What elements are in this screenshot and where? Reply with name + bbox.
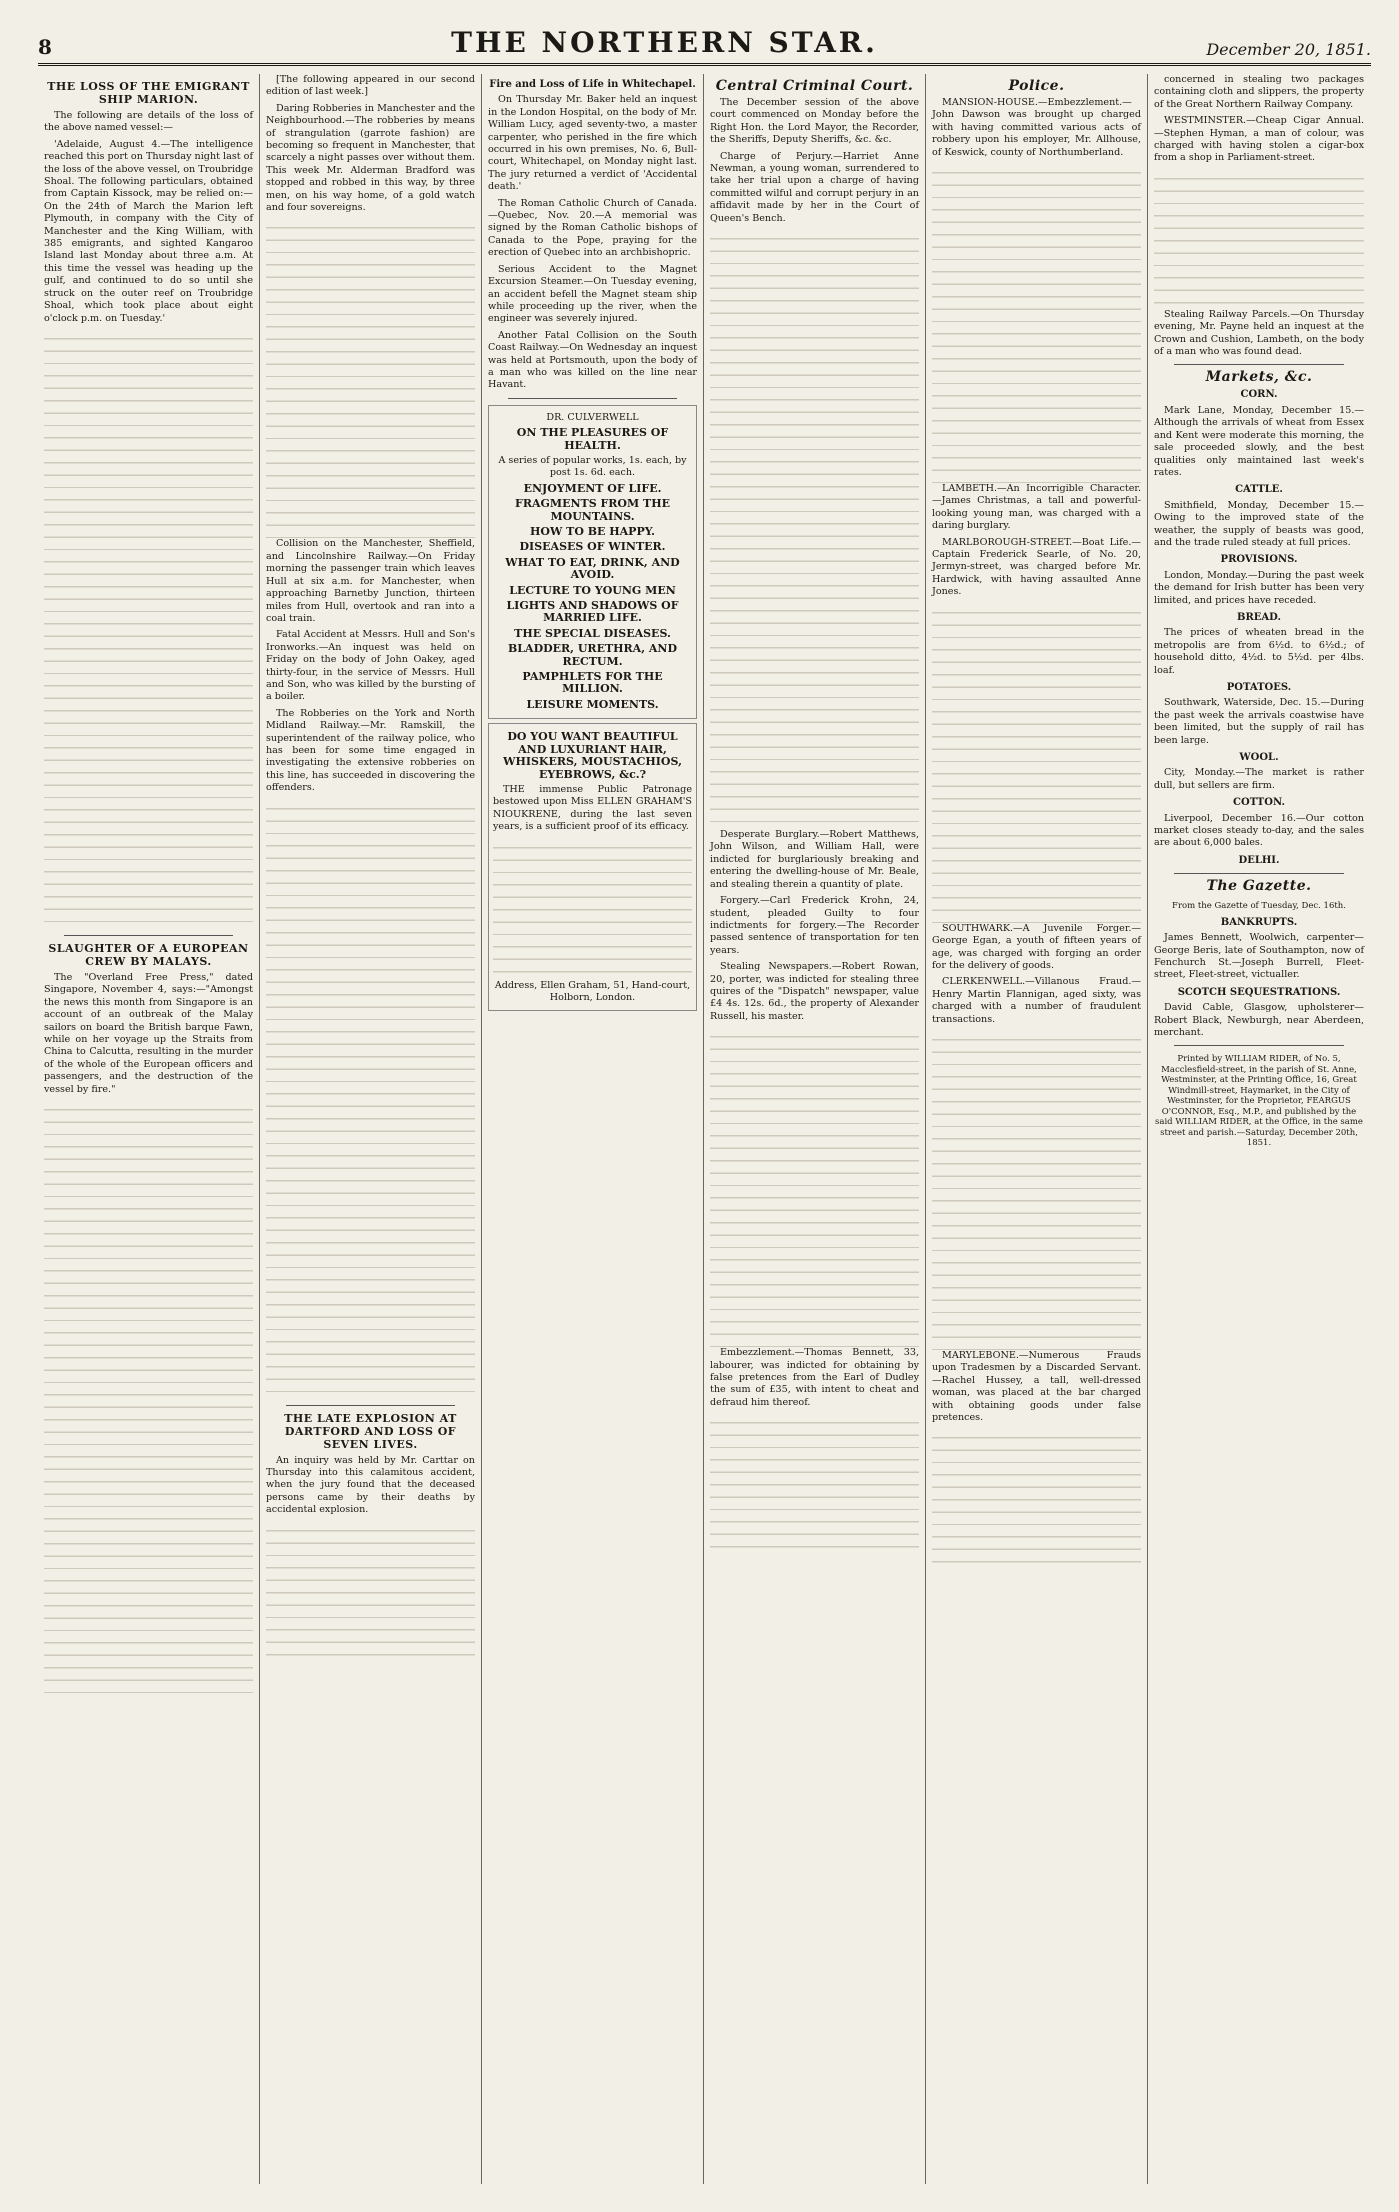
article-text: The December session of the above court commenced on Monday before the Right Hon. the Lord Mayor, the Recorder, the Sheriffs, Deputy Sheriffs, &c. &c.	[710, 97, 919, 146]
ad-item: BLADDER, URETHRA, AND RECTUM.	[508, 642, 677, 668]
article-text: Embezzlement.—Thomas Bennett, 33, labourer, was indicted for obtaining by false pretences from the Earl of Dudley the sum of £35, with intent to cheat and defraud him thereof.	[710, 1347, 919, 1408]
article-text: The following are details of the loss of the above named vessel:—	[44, 110, 253, 134]
article-text: Fatal Accident at Messrs. Hull and Son's Ironworks.—An inquest was held on Friday on the body of John Oakey, aged thirty-four, in the service of Messrs. Hull and Son, who was killed by the bursting of a boiler.	[266, 629, 475, 703]
market-heading-cattle: CATTLE.	[1235, 484, 1283, 496]
ad-title: ON THE PLEASURES OF HEALTH.	[516, 426, 669, 452]
divider	[64, 935, 233, 936]
article-body-lines	[710, 229, 919, 829]
article-body-lines	[932, 163, 1141, 483]
ad-item: DISEASES OF WINTER.	[519, 540, 666, 554]
column-5	[926, 74, 1148, 2184]
article-body-lines	[266, 1521, 475, 1661]
article-text: Collision on the Manchester, Sheffield, and Lincolnshire Railway.—On Friday morning the passenger train which leaves Hull at six a.m. for Manchester, when approaching Barnetby Junction, thirteen miles from Hull, overtook and ran into a coal train.	[266, 538, 475, 624]
ad-subtitle: A series of popular works, 1s. each, by post 1s. 6d. each.	[498, 454, 687, 479]
article-body-lines	[1154, 169, 1364, 309]
article-text: Serious Accident to the Magnet Excursion Steamer.—On Tuesday evening, an accident befell the Magnet steam ship while proceeding up the river, when the engineer was severely injured.	[488, 263, 697, 325]
article-text: SOUTHWARK.—A Juvenile Forger.—George Egan, a youth of fifteen years of age, was charged with forging an order for the delivery of goods.	[932, 922, 1141, 971]
divider	[1174, 364, 1344, 365]
article-text: 'Adelaide, August 4.—The intelligence reached this port on Thursday night last of the loss of the above vessel, on Troubridge Shoal. The following particulars, obtained from Captain Kissock, may be relied on:—On the 24th of March the Marion left Plymouth, in company with the City of Manchester and the King William, with 385 emigrants, and sighted Kangaroo Island last Monday about three a.m. At this time the vessel was heading up the gulf, and continued to do so until she struck on the outer reef on Troubridge Shoal, which took place about eight o'clock p.m. on Tuesday.'	[44, 138, 253, 324]
market-heading-cotton: COTTON.	[1233, 797, 1285, 809]
columns	[38, 74, 1371, 2184]
ad-item: ENJOYMENT OF LIFE.	[523, 481, 662, 495]
headline-dartford: THE LATE EXPLOSION AT DARTFORD AND LOSS OF SEVEN LIVES.	[284, 1411, 457, 1451]
market-heading-wool: WOOL.	[1239, 752, 1279, 764]
gazette-subtitle: From the Gazette of Tuesday, Dec. 16th.	[1172, 901, 1346, 912]
article-text: Forgery.—Carl Frederick Krohn, 24, student, pleaded Guilty to four indictments for forgery.—The Recorder passed sentence of transportation for ten years.	[710, 895, 919, 956]
ad-title: DO YOU WANT BEAUTIFUL AND LUXURIANT HAIR, WHISKERS, MOUSTACHIOS, EYEBROWS, &c.?	[503, 730, 682, 781]
advertisement-hair	[488, 723, 697, 1011]
market-text: City, Monday.—The market is rather dull, but sellers are firm.	[1154, 767, 1364, 791]
column-6	[1148, 74, 1370, 2184]
issue-date: December 20, 1851.	[1206, 40, 1371, 59]
article-body-lines	[932, 1030, 1141, 1350]
article-text: Daring Robberies in Manchester and the Neighbourhood.—The robberies by means of strangulation (garrote fashion) are becoming so frequent in Manchester, that scarcely a night passes over without them. This week Mr. Alderman Bradford was stopped and robbed in this way, by three men, on his way home, of a gold watch and four sovereigns.	[266, 102, 475, 214]
masthead	[38, 20, 1371, 66]
article-body-lines	[932, 1428, 1141, 1568]
article-body-lines	[44, 329, 253, 929]
article-text: Charge of Perjury.—Harriet Anne Newman, a young woman, surrendered to take her trial upon a charge of having committed wilful and corrupt perjury in an affidavit made by her in the Court of Queen's Bench.	[710, 150, 919, 224]
ad-item: WHAT TO EAT, DRINK, AND AVOID.	[505, 555, 680, 582]
ad-item: LECTURE TO YOUNG MEN	[509, 583, 676, 597]
gazette-text: David Cable, Glasgow, upholsterer—Robert Black, Newburgh, near Aberdeen, merchant.	[1154, 1002, 1364, 1039]
divider	[1174, 873, 1344, 874]
article-text: Desperate Burglary.—Robert Matthews, John Wilson, and William Hall, were indicted for burglariously breaking and entering the dwelling-house of Mr. Beale, and stealing therein a quantity of plate.	[710, 829, 919, 890]
headline-malays: SLAUGHTER OF A EUROPEAN CREW BY MALAYS.	[48, 941, 249, 968]
article-body-lines	[710, 1413, 919, 1553]
article-text: On Thursday Mr. Baker held an inquest in the London Hospital, on the body of Mr. William Lucy, aged seventy-two, a master carpenter, who perished in the fire which occurred in his own premises, No. 6, Bull-court, Whitechapel, on Monday night last. The jury returned a verdict of 'Accidental death.'	[488, 94, 697, 193]
market-text: The prices of wheaten bread in the metropolis are from 6½d. to 6½d.; of household ditto, 4½d. to 5½d. per 4lbs. loaf.	[1154, 627, 1364, 676]
gazette-heading-scotch: SCOTCH SEQUESTRATIONS.	[1177, 986, 1341, 998]
column-2	[260, 74, 482, 2184]
article-body-lines	[266, 799, 475, 1399]
article-text: MARYLEBONE.—Numerous Frauds upon Tradesmen by a Discarded Servant.—Rachel Hussey, a tall, well-dressed woman, was placed at the bar charged with obtaining goods under false pretences.	[932, 1349, 1141, 1423]
article-text: WESTMINSTER.—Cheap Cigar Annual.—Stephen Hyman, a man of colour, was charged with having stolen a cigar-box from a shop in Parliament-street.	[1154, 115, 1364, 164]
editorial-note: [The following appeared in our second edition of last week.]	[266, 74, 475, 98]
article-text: Stealing Railway Parcels.—On Thursday evening, Mr. Payne held an inquest at the Crown and Cushion, Lambeth, on the body of a man who was found dead.	[1154, 308, 1364, 358]
section-title-police: Police.	[1008, 78, 1065, 94]
ad-item: THE SPECIAL DISEASES.	[514, 626, 671, 640]
headline-marion: THE LOSS OF THE EMIGRANT SHIP MARION.	[47, 80, 250, 106]
article-text: concerned in stealing two packages containing cloth and slippers, the property of the Great Northern Railway Company.	[1154, 74, 1364, 110]
article-text: The Robberies on the York and North Midland Railway.—Mr. Ramskill, the superintendent of the railway police, who has been for some time engaged in investigating the extensive robberies on this line, has succeeded in discovering the offenders.	[266, 707, 475, 794]
article-body-lines	[710, 1027, 919, 1347]
market-heading-corn: CORN.	[1240, 389, 1278, 401]
market-text: Southwark, Waterside, Dec. 15.—During the past week the arrivals coastwise have been limited, but the supply of rail has been large.	[1154, 697, 1364, 746]
market-text: London, Monday.—During the past week the demand for Irish butter has been very limited, and prices have receded.	[1154, 569, 1364, 606]
ad-item: HOW TO BE HAPPY.	[529, 525, 655, 538]
market-text: Smithfield, Monday, December 15.—Owing to the improved state of the weather, the supply of beasts was good, and the trade ruled steady at full prices.	[1154, 499, 1364, 548]
market-heading-potatoes: POTATOES.	[1226, 682, 1292, 693]
gazette-text: James Bennett, Woolwich, carpenter—George Beris, late of Southampton, now of Fenchurch St.—Joseph Burrell, Fleet-street, Fleet-street, victualler.	[1154, 932, 1364, 981]
ad-body-lines	[493, 838, 692, 978]
article-body-lines	[932, 603, 1141, 923]
article-text: The Roman Catholic Church of Canada.—Quebec, Nov. 20.—A memorial was signed by the Roman Catholic bishops of Canada to the Pope, praying for the erection of Quebec into an archbishopric.	[488, 197, 697, 259]
market-heading-bread: BREAD.	[1237, 611, 1281, 623]
section-title-markets: Markets, &c.	[1205, 369, 1313, 386]
market-heading-delhi: DELHI.	[1238, 854, 1280, 866]
section-title-criminal-court: Central Criminal Court.	[715, 78, 914, 94]
article-body-lines	[44, 1100, 253, 1700]
market-heading-provisions: PROVISIONS.	[1220, 554, 1298, 566]
page-number: 8	[38, 35, 52, 59]
ad-item: LEISURE MOMENTS.	[526, 697, 659, 711]
ad-item: PAMPHLETS FOR THE MILLION.	[522, 670, 663, 696]
divider	[286, 1405, 455, 1406]
divider	[1174, 1045, 1344, 1046]
gazette-heading-bankrupts: BANKRUPTS.	[1220, 916, 1298, 928]
column-3	[482, 74, 704, 2184]
section-title-gazette: The Gazette.	[1206, 878, 1312, 895]
ad-text: THE immense Public Patronage bestowed upon Miss ELLEN GRAHAM'S NIOUKRENE, during the last seven years, is a sufficient proof of its efficacy.	[493, 783, 692, 833]
article-text: The "Overland Free Press," dated Singapore, November 4, says:—"Amongst the news this month from Singapore is an account of an outbreak of the Malay sailors on board the British barque Fawn, while on her voyage up the Straits from China to Calcutta, resulting in the murder of the whole of the European officers and passengers, and the destruction of the vessel by fire."	[44, 971, 253, 1095]
column-4	[704, 74, 926, 2184]
headline-whitechapel: Fire and Loss of Life in Whitechapel.	[489, 79, 696, 90]
column-1	[38, 74, 260, 2184]
divider	[508, 398, 677, 399]
article-text: Another Fatal Collision on the South Coast Railway.—On Wednesday an inquest was held at Portsmouth, upon the body of a man who was killed on the line near Havant.	[488, 329, 697, 391]
article-text: LAMBETH.—An Incorrigible Character.—James Christmas, a tall and powerful-looking young man, was charged with a daring burglary.	[932, 483, 1141, 532]
market-text: Mark Lane, Monday, December 15.—Although the arrivals of wheat from Essex and Kent were moderate this morning, the sale proceeded slowly, and the best qualities only maintained last week's rates.	[1154, 404, 1364, 478]
printer-colophon: Printed by WILLIAM RIDER, of No. 5, Macclesfield-street, in the parish of St. Anne, Westminster, at the Printing Office, 16, Great Windmill-street, Haymarket, in the City of Westminster, for the Proprietor, FEARGUS O'CONNOR, Esq., M.P., and published by the said WILLIAM RIDER, at the Office, in the same street and parish.—Saturday, December 20th, 1851.	[1155, 1054, 1363, 1149]
ad-item: LIGHTS AND SHADOWS OF MARRIED LIFE.	[506, 599, 679, 625]
article-text: An inquiry was held by Mr. Carttar on Thursday into this calamitous accident, when the jury found that the deceased persons came by their deaths by accidental explosion.	[266, 1454, 475, 1516]
article-text: MANSION-HOUSE.—Embezzlement.—John Dawson was brought up charged with having committed various acts of robbery upon his employer, Mr. Allhouse, of Keswick, county of Northumberland.	[932, 97, 1141, 158]
newspaper-page	[38, 20, 1371, 2192]
article-text: CLERKENWELL.—Villanous Fraud.—Henry Martin Flannigan, aged sixty, was charged with a number of fraudulent transactions.	[932, 976, 1141, 1025]
newspaper-title: THE NORTHERN STAR.	[451, 26, 878, 59]
ad-item: FRAGMENTS FROM THE MOUNTAINS.	[515, 497, 670, 523]
article-text: Stealing Newspapers.—Robert Rowan, 20, porter, was indicted for stealing three quires of the "Dispatch" newspaper, value £4 4s. 12s. 6d., the property of Alexander Russell, his master.	[710, 961, 919, 1022]
article-text: MARLBOROUGH-STREET.—Boat Life.—Captain Frederick Searle, of No. 20, Jermyn-street, was charged before Mr. Hardwick, with having assaulted Anne Jones.	[932, 536, 1141, 598]
ad-author: DR. CULVERWELL	[546, 411, 639, 423]
article-body-lines	[266, 218, 475, 538]
advertisement-culverwell	[488, 405, 697, 720]
ad-address: Address, Ellen Graham, 51, Hand-court, Holborn, London.	[494, 979, 691, 1003]
market-text: Liverpool, December 16.—Our cotton market closes steady to-day, and the sales are about 6,000 bales.	[1154, 812, 1364, 849]
